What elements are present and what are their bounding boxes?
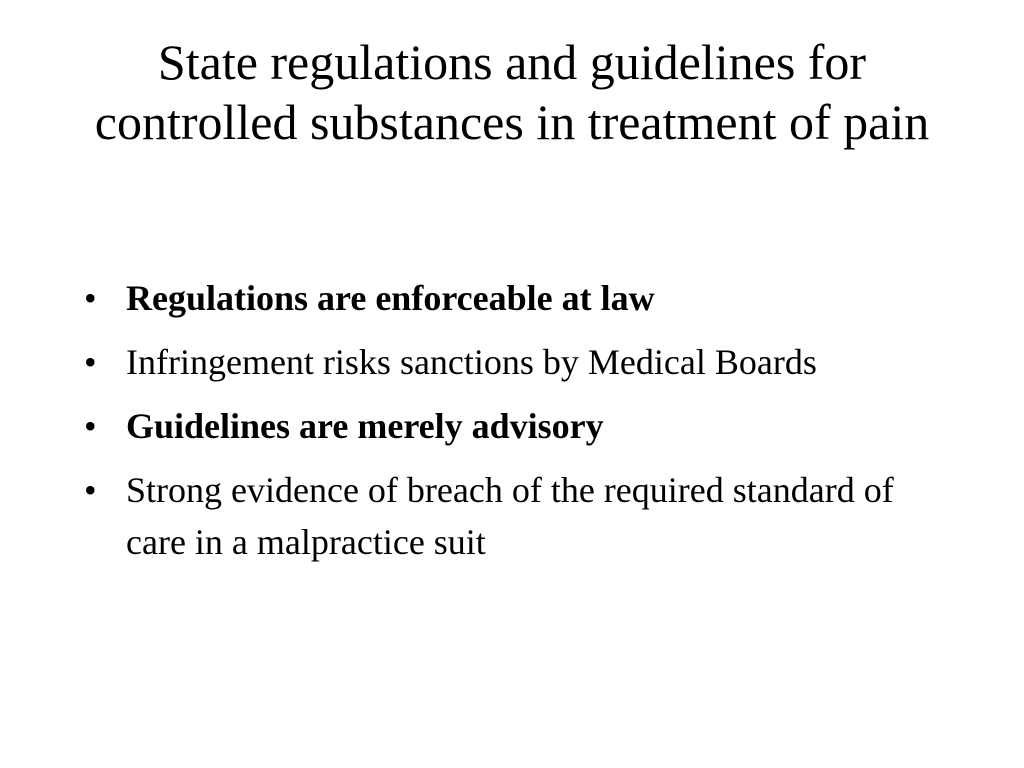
bullet-item (84, 336, 944, 388)
bullet-marker: • (84, 278, 97, 318)
slide-title: State regulations and guidelines for controlled substances in treatment of pain (94, 34, 930, 150)
bullet-list (84, 272, 944, 580)
bullet-item (84, 400, 944, 452)
bullet-text: Infringement risks sanctions by Medical Boards (126, 342, 817, 382)
bullet-marker: • (84, 470, 97, 510)
bullet-marker: • (84, 406, 97, 446)
bullet-text: Regulations are enforceable at law (126, 278, 655, 318)
bullet-item (84, 272, 944, 324)
bullet-text: Guidelines are merely advisory (126, 406, 604, 446)
bullet-marker: • (84, 342, 97, 382)
bullet-item (84, 464, 944, 568)
bullet-text: Strong evidence of breach of the required standard of care in a malpractice suit (126, 470, 894, 562)
